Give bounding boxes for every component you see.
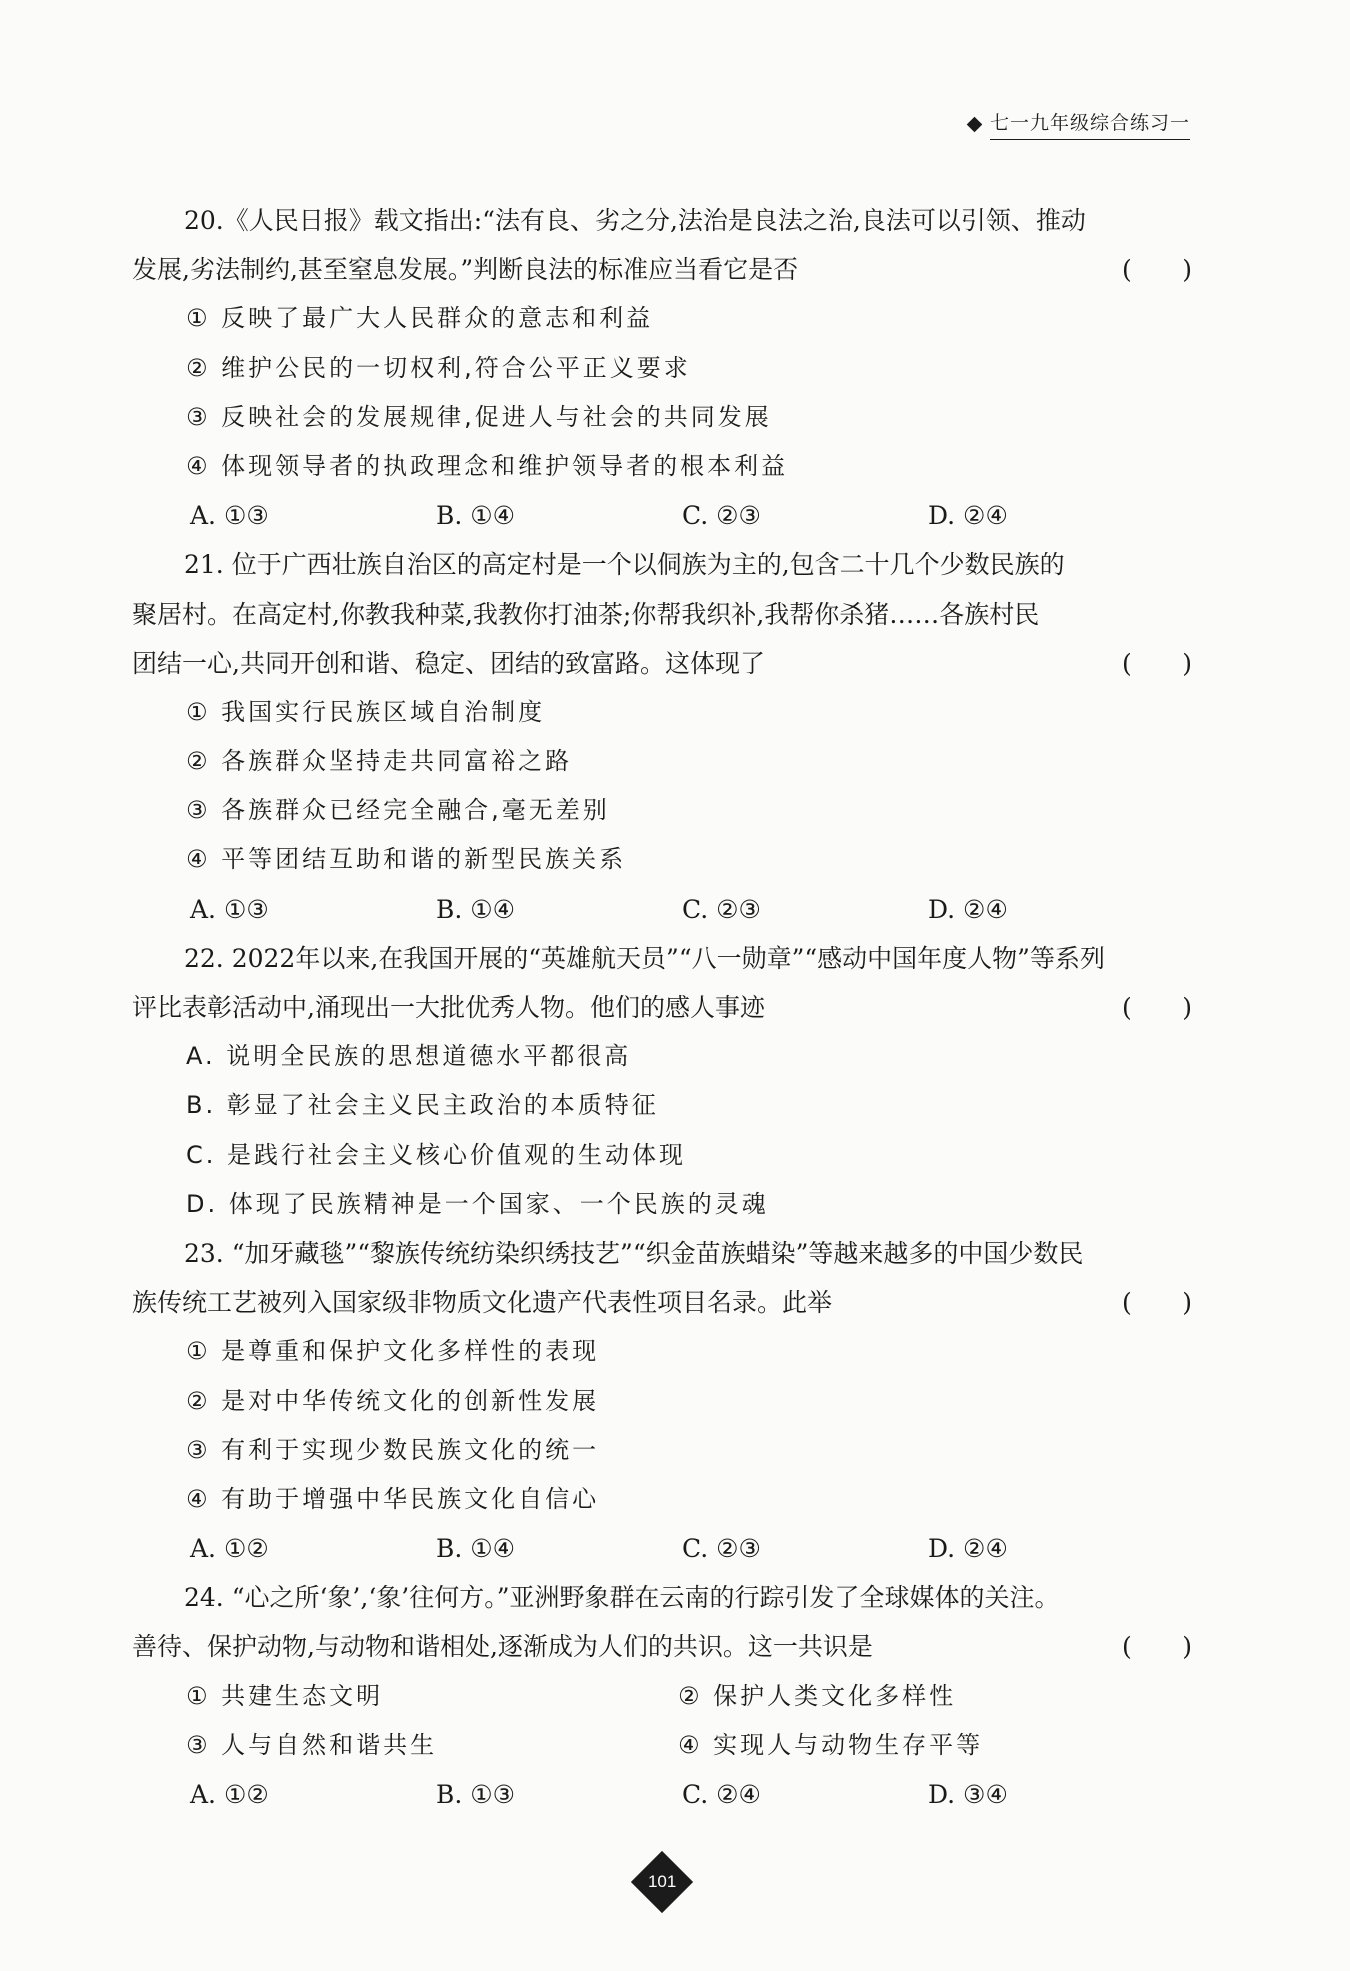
question-stem: 24. “心之所‘象’,‘象’往何方。”亚洲野象群在云南的行踪引发了全球媒体的关注。 — [184, 1583, 1060, 1613]
header-title: 七一九年级综合练习一 — [990, 108, 1190, 140]
choice-d: D. ②④ — [928, 501, 1008, 531]
choice-c: C. ②③ — [682, 1534, 761, 1564]
option-item: ③ 各族群众已经完全融合,毫无差别 — [186, 796, 610, 825]
choice-row — [132, 1524, 1192, 1573]
choice-a: A. ①③ — [190, 501, 269, 531]
running-header — [969, 108, 1190, 140]
paren-open: ( — [1122, 255, 1132, 285]
choice-row — [132, 1770, 1192, 1819]
question-stem-cont — [132, 983, 1192, 1032]
question-20 — [132, 196, 1192, 540]
question-23 — [132, 1229, 1192, 1573]
paren-open: ( — [1122, 993, 1132, 1022]
paren-close: ) — [1182, 1288, 1192, 1318]
choice-b: B. ①③ — [436, 1780, 516, 1809]
choice-d: D. ②④ — [928, 894, 1008, 924]
option-item: ③ 有利于实现少数民族文化的统一 — [186, 1435, 600, 1464]
option-row — [132, 1721, 1192, 1770]
question-stem-cont — [132, 1622, 1192, 1671]
option-item: B. 彰显了社会主义民主政治的本质特征 — [186, 1091, 659, 1120]
paren-close: ) — [1182, 1632, 1192, 1662]
answer-blank — [1122, 1622, 1192, 1671]
option-item: ① 反映了最广大人民群众的意志和利益 — [186, 304, 654, 333]
paren-close: ) — [1182, 648, 1192, 678]
choice-c: C. ②③ — [682, 501, 761, 531]
choice-c: C. ②④ — [682, 1780, 761, 1809]
choice-row — [132, 491, 1192, 540]
diamond-icon — [967, 116, 983, 132]
option-item: D. 体现了民族精神是一个国家、一个民族的灵魂 — [186, 1189, 769, 1218]
option-item: ① 是尊重和保护文化多样性的表现 — [186, 1337, 600, 1366]
answer-blank — [1122, 1278, 1192, 1327]
question-stem-text: 善待、保护动物,与动物和谐相处,逐渐成为人们的共识。这一共识是 — [132, 1632, 873, 1662]
page-number-badge — [631, 1851, 693, 1913]
question-24 — [132, 1573, 1192, 1819]
question-stem: 21. 位于广西壮族自治区的高定村是一个以侗族为主的,包含二十几个少数民族的 — [184, 550, 1065, 580]
choice-b: B. ①④ — [436, 894, 516, 924]
question-stem-text: 发展,劣法制约,甚至窒息发展。”判断良法的标准应当看它是否 — [132, 255, 799, 285]
choice-d: D. ②④ — [928, 1534, 1008, 1564]
question-stem-text: 族传统工艺被列入国家级非物质文化遗产代表性项目名录。此举 — [132, 1288, 833, 1318]
option-row — [132, 1672, 1192, 1721]
option-item: ③ 反映社会的发展规律,促进人与社会的共同发展 — [186, 402, 772, 431]
question-stem-text: 评比表彰活动中,涌现出一大批优秀人物。他们的感人事迹 — [132, 993, 765, 1022]
paren-close: ) — [1182, 993, 1192, 1022]
question-list — [132, 196, 1192, 1819]
paren-close: ) — [1182, 255, 1192, 285]
question-stem: 22. 2022年以来,在我国开展的“英雄航天员”“八一勋章”“感动中国年度人物”等系列 — [184, 943, 1105, 973]
choice-b: B. ①④ — [436, 501, 516, 531]
question-stem: 23. “加牙藏毯”“黎族传统纺染织绣技艺”“织金苗族蜡染”等越来越多的中国少数民 — [184, 1238, 1084, 1268]
choice-a: A. ①② — [190, 1780, 269, 1809]
option-item: ② 维护公民的一切权利,符合公平正义要求 — [186, 353, 691, 382]
option-item: ① 共建生态文明 — [186, 1681, 384, 1710]
answer-blank — [1122, 983, 1192, 1032]
option-item: ④ 平等团结互助和谐的新型民族关系 — [186, 845, 627, 874]
question-stem-cont — [132, 639, 1192, 688]
choice-a: A. ①③ — [190, 894, 269, 924]
question-stem-text: 团结一心,共同开创和谐、稳定、团结的致富路。这体现了 — [132, 648, 765, 678]
option-item: ② 是对中华传统文化的创新性发展 — [186, 1386, 600, 1415]
option-item: ③ 人与自然和谐共生 — [186, 1730, 438, 1759]
option-item: ④ 有助于增强中华民族文化自信心 — [186, 1484, 600, 1513]
choice-row — [132, 885, 1192, 934]
option-item: A. 说明全民族的思想道德水平都很高 — [186, 1042, 632, 1071]
question-22 — [132, 934, 1192, 1229]
question-stem: 20.《人民日报》载文指出:“法有良、劣之分,法治是良法之治,良法可以引领、推动 — [184, 206, 1086, 235]
option-item: ④ 体现领导者的执政理念和维护领导者的根本利益 — [186, 451, 789, 480]
question-stem-cont — [132, 1278, 1192, 1327]
option-item: ② 各族群众坚持走共同富裕之路 — [186, 747, 573, 776]
choice-a: A. ①② — [190, 1534, 269, 1564]
paren-open: ( — [1122, 1632, 1132, 1662]
answer-blank — [1122, 639, 1192, 688]
option-item: ① 我国实行民族区域自治制度 — [186, 697, 546, 726]
option-item: ② 保护人类文化多样性 — [678, 1681, 957, 1710]
page-number: 101 — [647, 1872, 677, 1891]
answer-blank — [1122, 245, 1192, 294]
paren-open: ( — [1122, 1288, 1132, 1318]
choice-c: C. ②③ — [682, 894, 761, 924]
question-stem-cont — [132, 245, 1192, 294]
option-item: ④ 实现人与动物生存平等 — [678, 1730, 984, 1759]
question-stem-cont: 聚居村。在高定村,你教我种菜,我教你打油茶;你帮我织补,我帮你杀猪……各族村民 — [132, 599, 1040, 629]
question-21 — [132, 540, 1192, 934]
choice-b: B. ①④ — [436, 1534, 516, 1564]
paren-open: ( — [1122, 648, 1132, 678]
choice-d: D. ③④ — [928, 1780, 1008, 1809]
option-item: C. 是践行社会主义核心价值观的生动体现 — [186, 1140, 687, 1169]
